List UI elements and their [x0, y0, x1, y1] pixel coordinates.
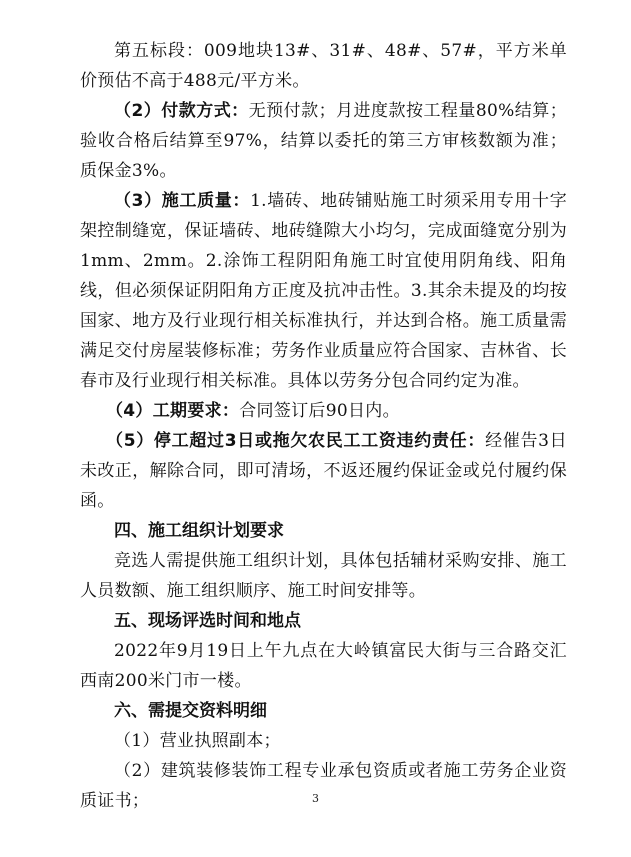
construction-plan-text: 竞选人需提供施工组织计划，具体包括辅材采购安排、施工人员数额、施工组织顺序、施工时间安排等。: [80, 551, 567, 601]
section-heading-5: 五、现场评选时间和地点: [114, 611, 301, 631]
payment-terms-paragraph: [80, 96, 567, 186]
quality-label: （3）施工质量：: [114, 191, 251, 211]
section-heading-6: 六、需提交资料明细: [114, 701, 267, 721]
schedule-text: 合同签订后90日内。: [239, 401, 400, 421]
schedule-label: （4）工期要求：: [106, 401, 240, 421]
evaluation-time-place-text: 2022年9月19日上午九点在大岭镇富民大街与三合路交汇西南200米门市一楼。: [80, 641, 567, 691]
quality-text: 1.墙砖、地砖铺贴施工时须采用专用十字架控制缝宽，保证墙砖、地砖缝隙大小均匀，完成面缝宽分别为1mm、2mm。2.涂饰工程阴阳角施工时宜使用阴角线、阳角线，但必须保证阴阳角方正度及抗冲击性。3.其余未提及的均按国家、地方及行业现行相关标准执行，并达到合格。施工质量需满足交付房屋装修标准；劳务作业质量应符合国家、吉林省、长春市及行业现行相关标准。具体以劳务分包合同约定为准。: [80, 191, 567, 391]
schedule-paragraph: [80, 396, 567, 426]
section-heading-4: 四、施工组织计划要求: [114, 521, 284, 541]
page-number: 3: [312, 792, 319, 805]
payment-terms-text: 无预付款；月进度款按工程量80%结算；验收合格后结算至97%，结算以委托的第三方审核数额为准；质保金3%。: [80, 101, 567, 181]
tender-section-5-text: 第五标段：009地块13#、31#、48#、57#，平方米单价预估不高于488元/平方米。: [80, 41, 567, 91]
materials-item-1: （1）营业执照副本；: [114, 731, 281, 751]
payment-terms-label: （2）付款方式：: [114, 101, 249, 121]
breach-label: （5）停工超过3日或拖欠农民工工资违约责任：: [106, 431, 486, 451]
breach-paragraph: [80, 426, 567, 516]
quality-paragraph: [80, 186, 567, 396]
materials-item-2: （2）建筑装修装饰工程专业承包资质或者施工劳务企业资质证书；: [80, 761, 567, 811]
breach-text: 经催告3日未改正，解除合同，即可清场，不返还履约保证金或兑付履约保函。: [80, 431, 567, 511]
